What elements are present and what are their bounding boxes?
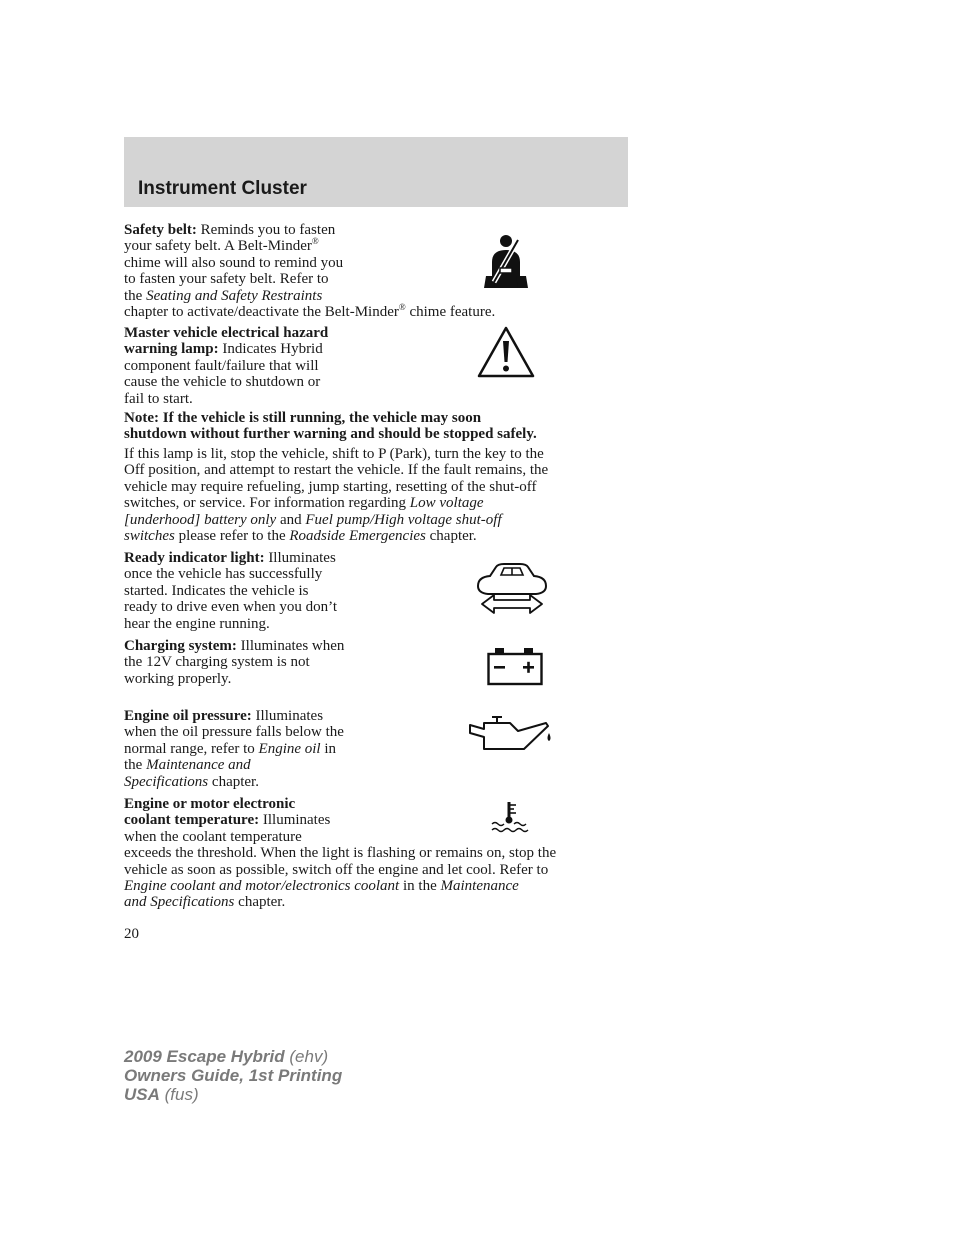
coolant-temperature-icon: [488, 800, 530, 834]
charging-paragraph: Charging system: Illuminates when the 12V charging system is not working properly.: [124, 638, 345, 687]
fault-paragraph: If this lamp is lit, stop the vehicle, shift to P (Park), turn the key to the Off position, and attempt to restart the vehicle. If the fault remains, the vehicle may require refueling, jump starting, resetting of the shut-off switches, or service. For information regarding Low voltage [underhood] battery only and Fuel pump/High voltage shut-off switches please refer to the Roadside Emergencies chapter.: [124, 446, 549, 545]
hazard-paragraph: Master vehicle electrical hazard warning lamp: Indicates Hybrid component fault/failure that will cause the vehicle to shutdown or fail to start.: [124, 325, 329, 407]
page-number: 20: [124, 926, 139, 942]
warning-triangle-icon: [476, 325, 536, 379]
safety-belt-paragraph: Safety belt: Reminds you to fasten your safety belt. A Belt-Minder® chime will also sound to remind you to fasten your safety belt. Refer to the Seating and Safety Restraints chapter to activate/deactivate the Belt-Minder® chime feature.: [124, 222, 496, 321]
seatbelt-icon: [482, 232, 530, 290]
oil-can-icon: [468, 715, 554, 751]
oil-paragraph: Engine oil pressure: Illuminates when the oil pressure falls below the normal range, refer to Engine oil in the Maintenance and Specifications chapter.: [124, 708, 344, 790]
ready-car-icon: [474, 560, 550, 618]
note-paragraph: Note: If the vehicle is still running, the vehicle may soon shutdown without further warning and should be stopped safely.: [124, 410, 537, 443]
ready-paragraph: Ready indicator light: Illuminates once the vehicle has successfully started. Indicates the vehicle is ready to drive even when you don’t hear the engine running.: [124, 550, 337, 632]
footer-publication-info: 2009 Escape Hybrid (ehv) Owners Guide, 1st Printing USA (fus): [124, 1047, 343, 1104]
section-title: Instrument Cluster: [138, 178, 307, 199]
coolant-paragraph: Engine or motor electronic coolant temperature: Illuminates when the coolant temperature exceeds the threshold. When the light is flashing or remains on, stop the vehicle as soon as possible, switch off the engine and let cool. Refer to Engine coolant and motor/electronics coolant in the Maintenance and Specifications chapter.: [124, 796, 557, 911]
battery-icon: [486, 645, 544, 687]
safety-belt-label: Safety belt:: [124, 222, 197, 238]
